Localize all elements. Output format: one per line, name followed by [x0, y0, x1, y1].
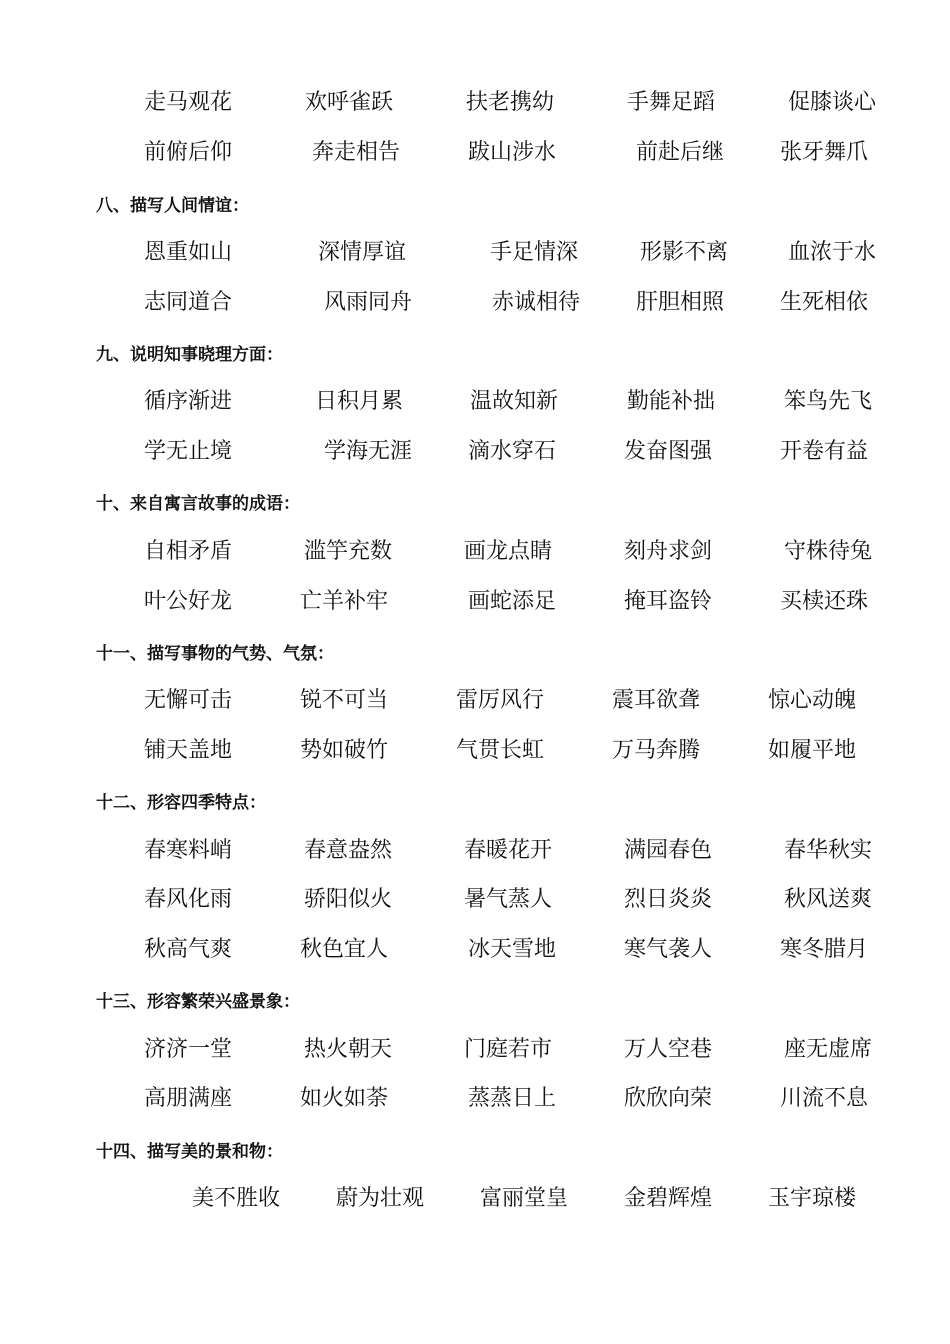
idiom-row	[0, 736, 950, 766]
idiom: 手舞足蹈	[627, 90, 716, 115]
idiom-row	[0, 238, 950, 268]
idiom: 玉宇琼楼	[768, 1186, 857, 1211]
idiom: 满园春色	[624, 838, 713, 863]
idiom: 座无虚席	[784, 1037, 873, 1062]
idiom: 奔走相告	[312, 140, 401, 165]
idiom: 刻舟求剑	[624, 539, 713, 564]
idiom: 寒气袭人	[624, 937, 713, 962]
idiom: 跋山涉水	[468, 140, 557, 165]
idiom: 滥竽充数	[304, 539, 393, 564]
idiom-row	[0, 686, 950, 716]
idiom: 勤能补拙	[627, 389, 716, 414]
idiom: 欢呼雀跃	[305, 90, 394, 115]
idiom: 欣欣向荣	[624, 1086, 713, 1111]
idiom-row	[0, 935, 950, 965]
idiom: 热火朝天	[304, 1037, 393, 1062]
idiom: 万人空巷	[624, 1037, 713, 1062]
idiom-row	[0, 537, 950, 567]
idiom: 气贯长虹	[456, 738, 545, 763]
idiom: 滴水穿石	[468, 439, 557, 464]
section-heading: 九、说明知事晓理方面：	[96, 345, 283, 365]
idiom: 蔚为壮观	[336, 1186, 425, 1211]
idiom: 雷厉风行	[456, 688, 545, 713]
idiom: 循序渐进	[144, 389, 233, 414]
idiom-row	[0, 587, 950, 617]
idiom: 蒸蒸日上	[468, 1086, 557, 1111]
idiom: 春华秋实	[784, 838, 873, 863]
idiom: 春暖花开	[464, 838, 553, 863]
idiom: 学无止境	[144, 439, 233, 464]
idiom: 画蛇添足	[468, 589, 557, 614]
idiom: 自相矛盾	[144, 539, 233, 564]
idiom: 温故知新	[470, 389, 559, 414]
section-heading: 八、描写人间情谊：	[96, 196, 249, 216]
idiom: 恩重如山	[144, 240, 233, 265]
idiom-row	[0, 288, 950, 318]
idiom: 血浓于水	[788, 240, 877, 265]
idiom: 无懈可击	[144, 688, 233, 713]
idiom: 秋风送爽	[784, 887, 873, 912]
idiom: 前赴后继	[636, 140, 725, 165]
idiom-row	[0, 88, 950, 118]
idiom-row	[0, 836, 950, 866]
idiom: 春风化雨	[144, 887, 233, 912]
idiom: 惊心动魄	[768, 688, 857, 713]
idiom: 春意盎然	[304, 838, 393, 863]
idiom-row	[0, 1035, 950, 1065]
idiom: 守株待兔	[784, 539, 873, 564]
idiom: 开卷有益	[780, 439, 869, 464]
idiom-row	[0, 885, 950, 915]
idiom: 生死相依	[780, 290, 869, 315]
idiom: 如火如荼	[300, 1086, 389, 1111]
idiom-row	[0, 1184, 950, 1214]
idiom: 秋高气爽	[144, 937, 233, 962]
idiom: 笨鸟先飞	[784, 389, 873, 414]
idiom: 铺天盖地	[144, 738, 233, 763]
idiom: 买椟还珠	[780, 589, 869, 614]
idiom: 高朋满座	[144, 1086, 233, 1111]
section-heading: 十三、形容繁荣兴盛景象：	[96, 992, 300, 1012]
idiom: 寒冬腊月	[780, 937, 869, 962]
idiom: 秋色宜人	[300, 937, 389, 962]
section-heading: 十、来自寓言故事的成语：	[96, 494, 300, 514]
idiom: 金碧辉煌	[624, 1186, 713, 1211]
idiom: 骄阳似火	[304, 887, 393, 912]
section-heading: 十二、形容四季特点：	[96, 793, 266, 813]
idiom: 张牙舞爪	[780, 140, 869, 165]
idiom: 前俯后仰	[144, 140, 233, 165]
idiom: 万马奔腾	[612, 738, 701, 763]
idiom: 赤诚相待	[492, 290, 581, 315]
idiom: 如履平地	[768, 738, 857, 763]
idiom: 日积月累	[315, 389, 404, 414]
idiom: 扶老携幼	[466, 90, 555, 115]
idiom: 走马观花	[144, 90, 233, 115]
idiom: 促膝谈心	[788, 90, 877, 115]
idiom: 烈日炎炎	[624, 887, 713, 912]
idiom: 富丽堂皇	[480, 1186, 569, 1211]
idiom: 亡羊补牢	[300, 589, 389, 614]
idiom: 深情厚谊	[318, 240, 407, 265]
idiom: 暑气蒸人	[464, 887, 553, 912]
idiom: 济济一堂	[144, 1037, 233, 1062]
idiom: 发奋图强	[624, 439, 713, 464]
idiom-row	[0, 387, 950, 417]
idiom: 掩耳盗铃	[624, 589, 713, 614]
idiom: 学海无涯	[324, 439, 413, 464]
idiom-row	[0, 138, 950, 168]
idiom: 手足情深	[490, 240, 579, 265]
idiom: 川流不息	[780, 1086, 869, 1111]
idiom: 春寒料峭	[144, 838, 233, 863]
idiom: 肝胆相照	[636, 290, 725, 315]
idiom: 锐不可当	[300, 688, 389, 713]
idiom: 形影不离	[640, 240, 729, 265]
idiom: 震耳欲聋	[612, 688, 701, 713]
idiom: 门庭若市	[464, 1037, 553, 1062]
idiom: 冰天雪地	[468, 937, 557, 962]
section-heading: 十四、描写美的景和物：	[96, 1142, 283, 1162]
idiom-row	[0, 437, 950, 467]
idiom: 叶公好龙	[144, 589, 233, 614]
section-heading: 十一、描写事物的气势、气氛：	[96, 644, 334, 664]
idiom: 势如破竹	[300, 738, 389, 763]
idiom: 风雨同舟	[324, 290, 413, 315]
idiom: 志同道合	[144, 290, 233, 315]
idiom: 画龙点睛	[464, 539, 553, 564]
idiom-row	[0, 1084, 950, 1114]
idiom: 美不胜收	[192, 1186, 281, 1211]
